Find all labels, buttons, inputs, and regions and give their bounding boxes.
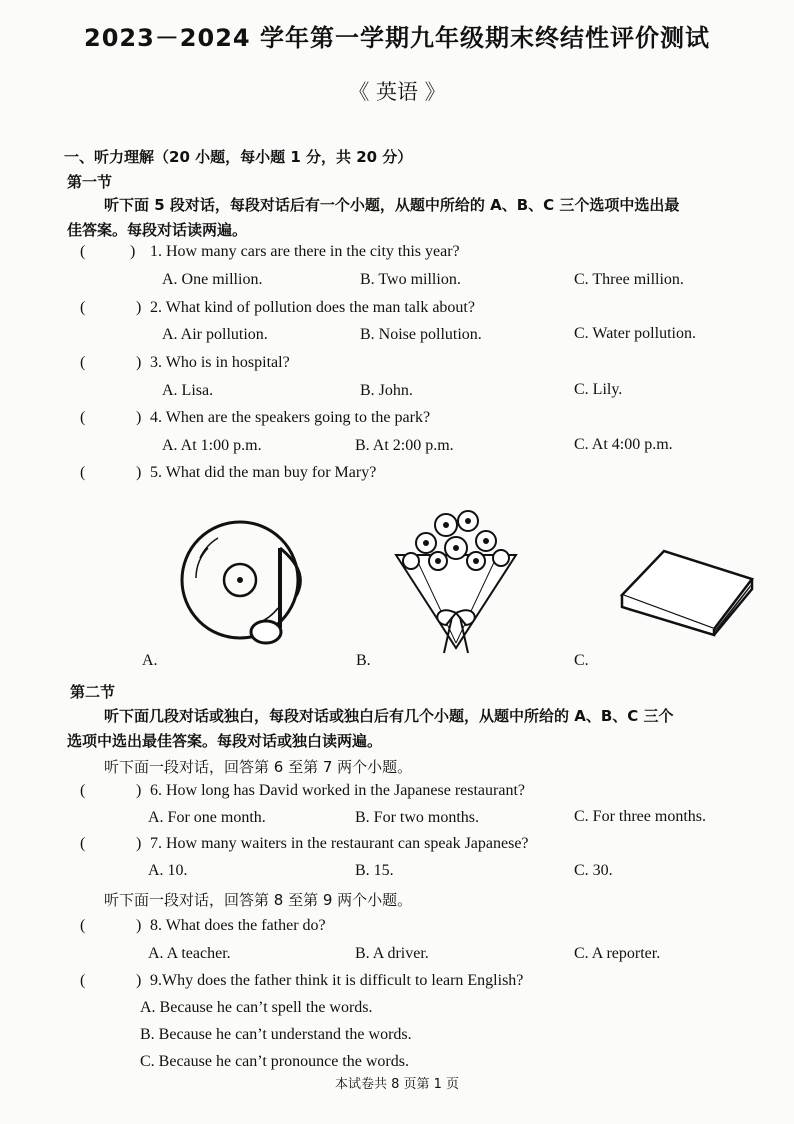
question-6: 6. How long has David worked in the Japanese restaurant? [150,782,525,799]
answer-paren-close: ) [136,917,142,934]
answer-paren-close: ) [136,835,142,852]
option-3c: C. Lily. [574,381,623,398]
answer-paren-open: ( [80,243,86,260]
option-6b: B. For two months. [355,809,480,826]
option-2a: A. Air pollution. [162,326,268,343]
answer-paren-open: ( [80,354,86,371]
section1-instructions: 听下面 5 段对话，每段对话后有一个小题，从题中所给的 A、B、C 三个选项中选出最 [104,196,680,214]
option-1c: C. Three million. [574,271,684,288]
answer-paren-close: ) [130,243,136,260]
answer-paren-close: ) [136,972,142,989]
question-4: 4. When are the speakers going to the park? [150,409,431,426]
option-6a: A. For one month. [148,809,266,826]
option-9a: A. Because he can’t spell the words. [140,999,373,1016]
group-1-instruction: 听下面一段对话，回答第 6 至第 7 两个小题。 [104,758,413,776]
option-4c: C. At 4:00 p.m. [574,436,673,453]
answer-paren-open: ( [80,409,86,426]
question-5: 5. What did the man buy for Mary? [150,464,377,481]
section1-label: 第一节 [67,173,113,191]
option-7b: B. 15. [355,862,394,879]
question-7: 7. How many waiters in the restaurant can speak Japanese? [150,835,529,852]
question-9: 9.Why does the father think it is difficult to learn English? [150,972,524,989]
option-7a: A. 10. [148,862,188,879]
exam-title: 2023－2024 学年第一学期九年级期末终结性评价测试 [84,24,710,52]
option-4b: B. At 2:00 p.m. [355,437,454,454]
picture-label-b: B. [356,652,371,669]
option-8c: C. A reporter. [574,945,661,962]
picture-label-c: C. [574,652,589,669]
option-8b: B. A driver. [355,945,429,962]
option-8a: A. A teacher. [148,945,231,962]
section1-instructions-cont: 佳答案。每段对话读两遍。 [67,221,248,239]
book-icon [614,545,756,637]
answer-paren-close: ) [136,782,142,799]
answer-paren-open: ( [80,835,86,852]
option-7c: C. 30. [574,862,613,879]
option-1a: A. One million. [162,271,263,288]
flower-bouquet-icon [386,503,526,661]
section2-instructions-cont: 选项中选出最佳答案。每段对话或独白读两遍。 [67,732,383,750]
option-9b: B. Because he can’t understand the words. [140,1026,412,1043]
answer-paren-open: ( [80,299,86,316]
answer-paren-open: ( [80,917,86,934]
answer-paren-close: ) [136,409,142,426]
option-2b: B. Noise pollution. [360,326,482,343]
section2-label: 第二节 [70,683,116,701]
answer-paren-open: ( [80,782,86,799]
section2-instructions: 听下面几段对话或独白，每段对话或独白后有几个小题，从题中所给的 A、B、C 三个 [104,707,674,725]
option-9c: C. Because he can’t pronounce the words. [140,1053,409,1070]
answer-paren-close: ) [136,299,142,316]
option-3a: A. Lisa. [162,382,214,399]
option-1b: B. Two million. [360,271,461,288]
subject-title: 《 英语 》 [348,80,446,104]
option-2c: C. Water pollution. [574,325,696,342]
answer-paren-close: ) [136,464,142,481]
option-3b: B. John. [360,382,413,399]
option-4a: A. At 1:00 p.m. [162,437,262,454]
group-2-instruction: 听下面一段对话，回答第 8 至第 9 两个小题。 [104,891,413,909]
answer-paren-close: ) [136,354,142,371]
answer-paren-open: ( [80,464,86,481]
page-footer: 本试卷共 8 页第 1 页 [334,1077,460,1092]
option-6c: C. For three months. [574,808,706,825]
part-heading: 一、听力理解（20 小题，每小题 1 分，共 20 分） [64,148,413,166]
question-2: 2. What kind of pollution does the man talk about? [150,299,475,316]
answer-paren-open: ( [80,972,86,989]
question-1: 1. How many cars are there in the city this year? [150,243,460,260]
music-disc-icon [178,518,318,658]
question-3: 3. Who is in hospital? [150,354,290,371]
question-8: 8. What does the father do? [150,917,326,934]
picture-label-a: A. [142,652,158,669]
